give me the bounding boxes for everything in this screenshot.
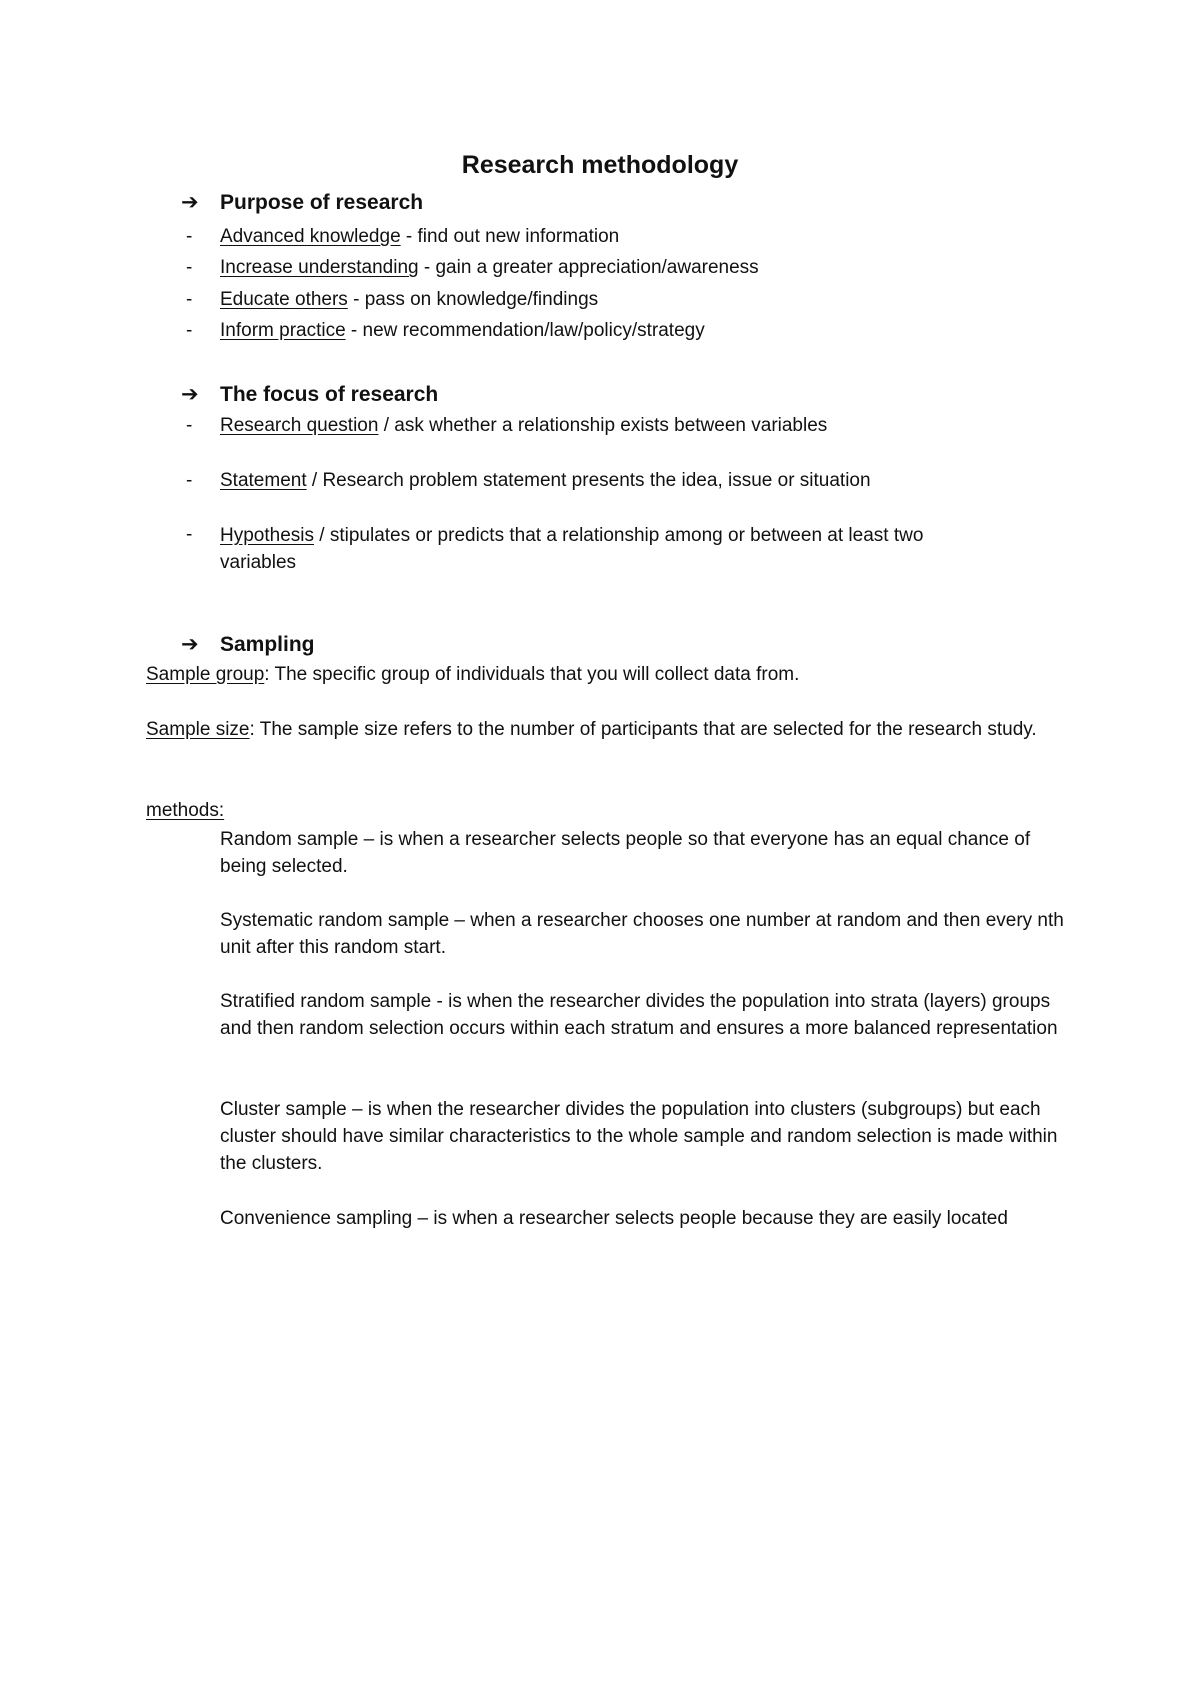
sample-group-term: Sample group bbox=[146, 664, 265, 685]
focus-term: Hypothesis bbox=[220, 525, 314, 546]
right-arrow-icon: ➔ bbox=[181, 383, 199, 406]
focus-term: Research question bbox=[220, 415, 379, 436]
method-paragraph: Cluster sample – is when the researcher divides the population into clusters (subgroups) but each cluster should have similar characteristics to the whole sample and random selection is made within the clusters. bbox=[220, 1099, 1058, 1174]
focus-text: / ask whether a relationship exists between variables bbox=[378, 415, 828, 436]
purpose-item bbox=[220, 318, 705, 344]
dash-bullet: - bbox=[186, 524, 193, 545]
method-paragraph: Random sample – is when a researcher selects people so that everyone has an equal chance of being selected. bbox=[220, 829, 1031, 877]
purpose-text: - pass on knowledge/findings bbox=[347, 289, 599, 310]
focus-term: Statement bbox=[220, 470, 307, 491]
dash-bullet: - bbox=[186, 226, 193, 247]
dash-bullet: - bbox=[186, 289, 193, 310]
focus-item bbox=[220, 522, 1000, 576]
right-arrow-icon: ➔ bbox=[181, 633, 199, 656]
sample-size-paragraph bbox=[146, 716, 1056, 743]
focus-item bbox=[220, 413, 827, 439]
dash-bullet: - bbox=[186, 257, 193, 278]
method-paragraph: Stratified random sample - is when the researcher divides the population into strata (layers) groups and then random selection occurs within each stratum and ensures a more balanced representation bbox=[220, 991, 1058, 1039]
method-paragraph: Systematic random sample – when a researcher chooses one number at random and then every nth unit after this random start. bbox=[220, 910, 1064, 958]
purpose-term: Inform practice bbox=[220, 320, 346, 341]
sampling-heading: Sampling bbox=[220, 633, 315, 656]
purpose-item bbox=[220, 224, 619, 250]
purpose-text: - find out new information bbox=[400, 226, 620, 247]
purpose-heading: Purpose of research bbox=[220, 191, 424, 214]
purpose-item bbox=[220, 255, 759, 281]
purpose-text: - gain a greater appreciation/awareness bbox=[418, 257, 759, 278]
purpose-text: - new recommendation/law/policy/strategy bbox=[345, 320, 705, 341]
purpose-term: Educate others bbox=[220, 289, 348, 310]
right-arrow-icon: ➔ bbox=[181, 191, 199, 214]
focus-item bbox=[220, 468, 871, 494]
sample-group-text: : The specific group of individuals that you will collect data from. bbox=[264, 664, 800, 685]
methods-label: methods: bbox=[146, 800, 225, 821]
focus-text: / Research problem statement presents the idea, issue or situation bbox=[306, 470, 871, 491]
purpose-item bbox=[220, 287, 598, 313]
sample-size-text: : The sample size refers to the number of participants that are selected for the research study. bbox=[249, 719, 1037, 740]
dash-bullet: - bbox=[186, 415, 193, 436]
dash-bullet: - bbox=[186, 470, 193, 491]
purpose-term: Advanced knowledge bbox=[220, 226, 401, 247]
sample-size-term: Sample size bbox=[146, 719, 250, 740]
focus-text: / stipulates or predicts that a relationship among or between at least two variables bbox=[220, 525, 924, 573]
purpose-term: Increase understanding bbox=[220, 257, 419, 278]
method-paragraph: Convenience sampling – is when a researcher selects people because they are easily located bbox=[220, 1208, 1008, 1229]
focus-heading: The focus of research bbox=[220, 383, 439, 406]
dash-bullet: - bbox=[186, 320, 193, 341]
page-title: Research methodology bbox=[461, 151, 739, 179]
sample-group-paragraph bbox=[146, 662, 799, 688]
